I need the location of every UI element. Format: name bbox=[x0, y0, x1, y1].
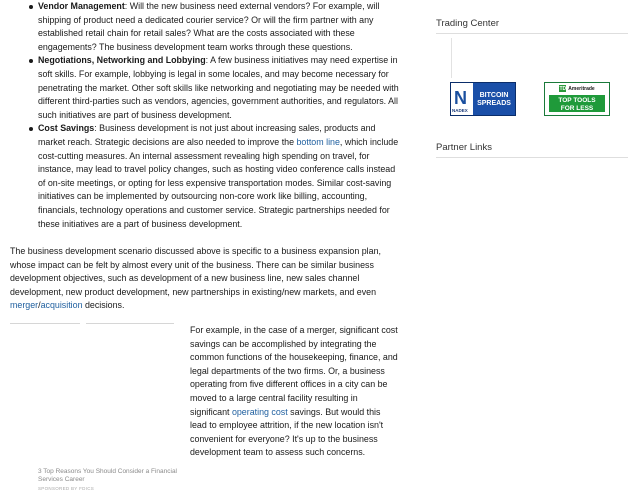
trading-center-title: Trading Center bbox=[436, 18, 628, 34]
bullet-text: : A few business initiatives may need expertise in soft skills. For example, lobbying is legal in some locales, and may become necessary for penetrating the market. Other soft skills like networking and negotiating may be needed with different third-parties such as vendors, agencies, government authorities, and regulators. All such initiatives are part of business development. bbox=[38, 55, 399, 120]
td-ad-text: TOP TOOLS FOR LESS bbox=[549, 95, 605, 112]
divider bbox=[10, 323, 80, 324]
bullet-term: Cost Savings bbox=[38, 123, 95, 134]
bottom-line-link[interactable]: bottom line bbox=[296, 136, 340, 147]
paragraph-text: For example, in the case of a merger, significant cost savings can be accomplished by integrating the common functions of the housekeeping, finance, and legal departments of the two firms. Or, a business operating from five different offices in a city can be moved to a large central facility resulting in significant bbox=[190, 325, 398, 417]
list-item bbox=[10, 122, 405, 231]
nadex-logo-icon: N NADEX bbox=[451, 83, 473, 115]
bullet-text: : Will the new business need external vendors? For example, will shipping of product need a dedicated courier service? Or will the firm partner with any established retail chain for retail sales? What are the costs associated with these engagements? The business development team works through these questions. bbox=[38, 1, 380, 52]
bullet-text: : Business development is not just about increasing sales, products and market reach. Strategic decisions are also needed to improve the bbox=[38, 123, 376, 147]
sponsored-title[interactable]: 3 Top Reasons You Should Consider a Financial Services Career bbox=[38, 468, 178, 483]
td-ameritrade-logo: TD Ameritrade bbox=[559, 85, 595, 92]
bullet-term: Negotiations, Networking and Lobbying bbox=[38, 55, 206, 66]
list-item bbox=[10, 0, 405, 54]
separator: / bbox=[38, 300, 41, 311]
article-body bbox=[10, 0, 405, 313]
sidebar bbox=[436, 18, 628, 153]
divider bbox=[451, 38, 452, 78]
paragraph-text: savings. But would this lead to employee attrition, if the new location isn't convenient for everyone? It's up to the business development team to assess such concerns. bbox=[190, 406, 384, 458]
bullet-term: Vendor Management bbox=[38, 1, 125, 11]
td-logo-icon: TD bbox=[559, 85, 567, 92]
merger-link[interactable]: merger bbox=[10, 300, 39, 311]
bullet-list bbox=[10, 0, 405, 231]
divider bbox=[86, 323, 174, 324]
partner-links-title: Partner Links bbox=[436, 142, 628, 158]
body-paragraph bbox=[10, 245, 405, 313]
nadex-ad-text: BITCOIN SPREADS bbox=[473, 83, 515, 115]
list-item bbox=[10, 54, 405, 122]
paragraph-text: The business development scenario discussed above is specific to a business expansion plan, whose impact can be felt by almost every unit of the business. There can be similar business development objectives, such as development of a new business line, new sales channel development, new product development, new partnerships in existing/new markets, and even bbox=[10, 246, 381, 297]
sponsored-label: SPONSORED BY FDICS bbox=[38, 486, 95, 491]
bullet-text: , which include cost-cutting measures. An internal assessment revealing high spending on travel, for instance, may lead to travel policy changes, such as hosting video conference calls instead of on-site meetings, or opting for less expensive transportation modes. Similar cost-saving initiatives can be implemented by outsourcing non-core work like billing, accounting, financials, technology operations and customer service. Strategic partnerships needed for these initiatives are a part of business development. bbox=[38, 136, 399, 229]
sponsored-article-link[interactable] bbox=[38, 468, 198, 493]
td-ameritrade-ad[interactable] bbox=[544, 82, 610, 116]
acquisition-link[interactable]: acquisition bbox=[40, 300, 83, 311]
trading-ads bbox=[450, 82, 622, 116]
paragraph-text: decisions. bbox=[82, 300, 125, 311]
operating-cost-link[interactable]: operating cost bbox=[231, 406, 288, 417]
nadex-ad[interactable] bbox=[450, 82, 516, 116]
float-paragraph bbox=[190, 324, 398, 460]
